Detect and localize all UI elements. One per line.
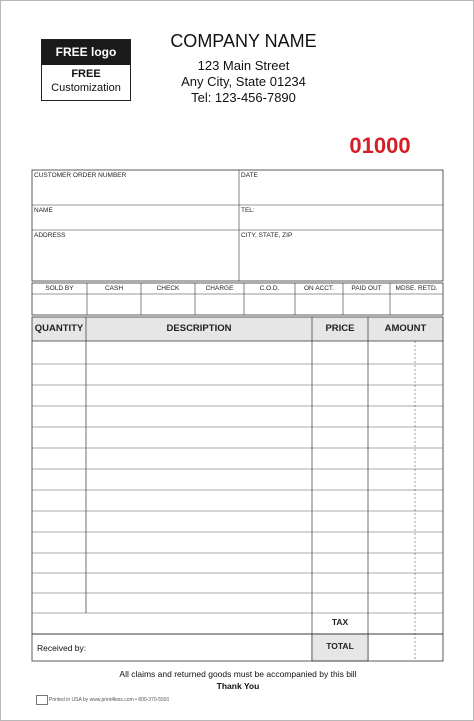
description-header: DESCRIPTION bbox=[166, 323, 232, 334]
address-label: ADDRESS bbox=[34, 232, 66, 239]
claims-notice: All claims and returned goods must be accompanied by this bill bbox=[119, 669, 357, 679]
logo-customization-text: Customization bbox=[51, 82, 121, 94]
date-label: DATE bbox=[241, 172, 258, 179]
price-header: PRICE bbox=[325, 323, 355, 334]
quantity-header: QUANTITY bbox=[34, 323, 84, 334]
logo-title: FREE logo bbox=[42, 40, 130, 65]
check-label: CHECK bbox=[156, 285, 180, 292]
amount-header: AMOUNT bbox=[384, 323, 427, 334]
received-by-label: Received by: bbox=[37, 643, 87, 653]
total-label: TOTAL bbox=[326, 641, 354, 651]
printer-logo-icon bbox=[36, 695, 48, 705]
merchandise-returned-label: MDSE. RETD. bbox=[395, 285, 438, 292]
logo-free-text: FREE bbox=[71, 68, 101, 80]
company-street: 123 Main Street bbox=[197, 58, 290, 73]
printer-footer: Printed in USA by www.print4less.com • 800-370-5591 bbox=[49, 697, 170, 703]
city-state-zip-label: CITY, STATE, ZIP bbox=[241, 232, 293, 239]
thank-you-text: Thank You bbox=[216, 681, 260, 691]
tel-label: TEL: bbox=[241, 207, 255, 214]
company-city: Any City, State 01234 bbox=[181, 74, 306, 89]
company-name: COMPANY NAME bbox=[170, 31, 317, 51]
form-grid bbox=[1, 1, 473, 720]
name-label: NAME bbox=[34, 207, 53, 214]
on-account-label: ON ACCT. bbox=[304, 285, 334, 292]
tax-label: TAX bbox=[331, 617, 349, 627]
cash-label: CASH bbox=[104, 285, 124, 292]
charge-label: CHARGE bbox=[205, 285, 234, 292]
sold-by-label: SOLD BY bbox=[45, 285, 74, 292]
invoice-number: 01000 bbox=[349, 133, 411, 158]
company-phone: Tel: 123-456-7890 bbox=[191, 90, 296, 105]
customer-order-label: CUSTOMER ORDER NUMBER bbox=[34, 172, 127, 179]
paid-out-label: PAID OUT bbox=[351, 285, 382, 292]
cod-label: C.O.D. bbox=[259, 285, 280, 292]
